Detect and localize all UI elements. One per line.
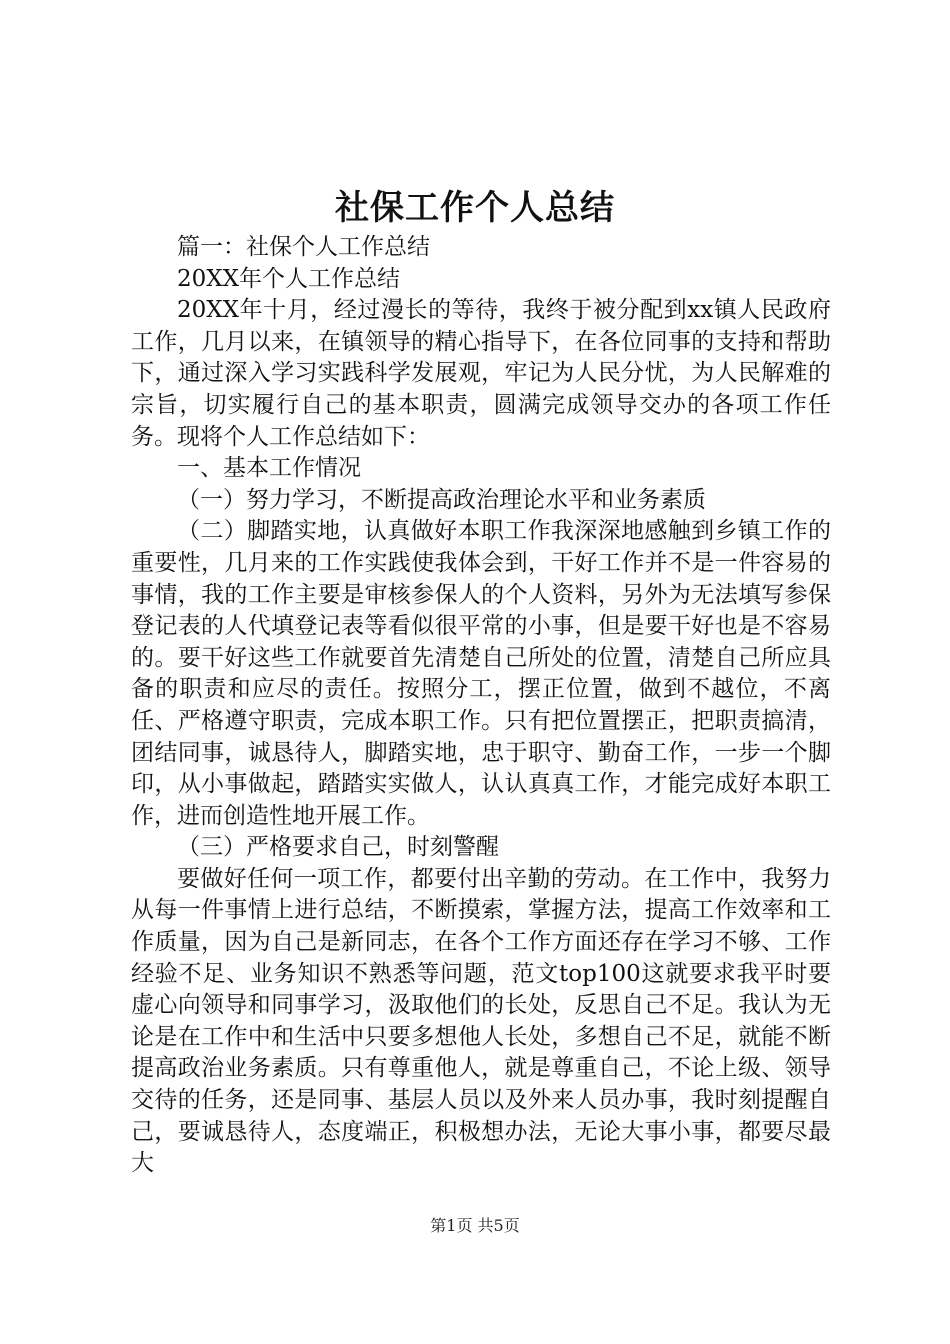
- paragraph: 20XX年十月，经过漫长的等待，我终于被分配到xx镇人民政府工作，几月以来，在镇领导的精心指导下，在各位同事的支持和帮助下，通过深入学习实践科学发展观，牢记为人民分忧，为人民解难的宗旨，切实履行自己的基本职责，圆满完成领导交办的各项工作任务。现将个人工作总结如下：: [131, 297, 831, 450]
- section-heading: 篇一：社保个人工作总结: [177, 234, 430, 260]
- paragraph: （二）脚踏实地，认真做好本职工作我深深地感触到乡镇工作的重要性，几月来的工作实践使我体会到，干好工作并不是一件容易的事情，我的工作主要是审核参保人的个人资料，另外为无法填写参保登记表的人代填登记表等看似很平常的小事，但是要干好也是不容易的。要干好这些工作就要首先清楚自己所处的位置，清楚自己所应具备的职责和应尽的责任。按照分工，摆正位置，做到不越位，不离任、严格遵守职责，完成本职工作。只有把位置摆正，把职责搞清，团结同事，诚恳待人，脚踏实地，忠于职守、勤奋工作，一步一个脚印，从小事做起，踏踏实实做人，认认真真工作，才能完成好本职工作，进而创造性地开展工作。: [131, 518, 831, 829]
- subsection-heading: （三）严格要求自己，时刻警醒: [177, 834, 499, 861]
- page-number-footer: 第1页 共5页: [430, 1216, 520, 1235]
- subtitle-line: 20XX年个人工作总结: [177, 265, 401, 292]
- subsection-heading: （一）努力学习，不断提高政治理论水平和业务素质: [177, 486, 706, 513]
- document-title: 社保工作个人总结: [335, 188, 615, 228]
- document-body: [131, 232, 831, 1180]
- paragraph: 要做好任何一项工作，都要付出辛勤的劳动。在工作中，我努力从每一件事情上进行总结，不断摸索，掌握方法，提高工作效率和工作质量，因为自己是新同志，在各个工作方面还存在学习不够、工作经验不足、业务知识不熟悉等问题，范文top100这就要求我平时要虚心向领导和同事学习，汲取他们的长处，反思自己不足。我认为无论是在工作中和生活中只要多想他人长处，多想自己不足，就能不断提高政治业务素质。只有尊重他人，就是尊重自己，不论上级、领导交待的任务，还是同事、基层人员以及外来人员办事，我时刻提醒自己，要诚恳待人，态度端正，积极想办法，无论大事小事，都要尽最大: [131, 865, 831, 1177]
- section-heading: 一、基本工作情况: [177, 455, 361, 482]
